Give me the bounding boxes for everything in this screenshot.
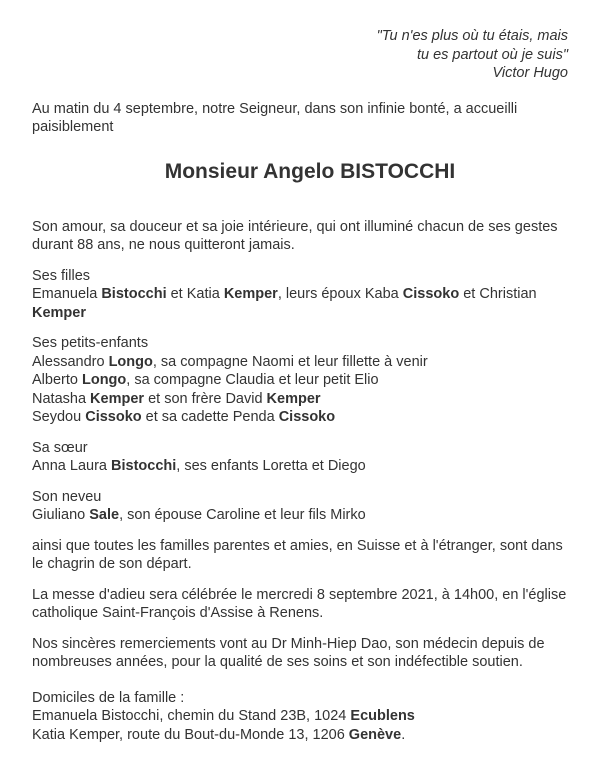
text-segment: durant 88 ans, ne nous quitteront jamais. <box>32 237 295 253</box>
text-segment: Son amour, sa douceur et sa joie intérieure, qui ont illuminé chacun de ses gestes <box>32 218 558 235</box>
text-segment: catholique Saint-François d'Assise à Renens. <box>32 605 324 621</box>
paragraph-funeral-mass <box>32 586 588 623</box>
paragraph-intro <box>32 100 588 137</box>
text-segment: Domiciles de la famille : <box>32 689 185 706</box>
text-segment: Au matin du 4 septembre, notre Seigneur, dans son infinie bonté, a accueilli <box>32 100 518 117</box>
text-line <box>32 334 588 353</box>
text-line <box>32 586 588 605</box>
text-segment: , son épouse Caroline et leur fils Mirko <box>119 507 366 523</box>
text-segment: Alessandro <box>32 353 109 370</box>
quote-attribution: Victor Hugo <box>492 65 568 81</box>
text-line <box>32 304 588 323</box>
text-line <box>32 236 588 255</box>
paragraph-daughters <box>32 267 588 323</box>
text-line <box>32 267 588 286</box>
text-line <box>32 100 588 119</box>
family-name-bold: Cissoko <box>85 409 142 425</box>
text-segment: , sa compagne Naomi et leur fillette à venir <box>152 353 428 370</box>
deceased-name-title: Monsieur Angelo BISTOCCHI <box>164 159 456 183</box>
text-segment: et Katia <box>166 286 224 302</box>
text-line <box>32 390 588 409</box>
text-line <box>32 218 588 237</box>
text-line <box>32 726 588 745</box>
text-line <box>32 353 588 372</box>
text-segment: Son neveu <box>32 488 102 505</box>
text-segment: , leurs époux Kaba <box>277 286 403 302</box>
quote-line-1: "Tu n'es plus où tu étais, mais <box>376 28 568 44</box>
text-segment: Ses petits-enfants <box>32 335 149 351</box>
paragraph-sister <box>32 439 588 476</box>
text-line <box>32 285 588 304</box>
text-segment: Seydou <box>32 409 86 425</box>
text-segment: Ses filles <box>32 267 91 284</box>
text-segment: Alberto <box>32 372 82 388</box>
text-line <box>32 537 588 556</box>
family-name-bold: Sale <box>89 507 120 523</box>
quote-line-2: tu es partout où je suis" <box>416 46 568 63</box>
family-name-bold: Kemper <box>266 390 321 407</box>
text-line <box>32 653 588 672</box>
text-line <box>32 488 588 507</box>
text-segment: nombreuses années, pour la qualité de ses soins et son indéfectible soutien. <box>32 654 523 670</box>
family-name-bold: Cissoko <box>402 286 460 302</box>
text-segment: et son frère David <box>144 390 267 407</box>
text-segment: Sa sœur <box>32 439 88 456</box>
text-segment: , sa compagne Claudia et leur petit Elio <box>126 372 379 388</box>
paragraph-grandchildren <box>32 334 588 427</box>
text-segment: et sa cadette Penda <box>141 409 279 425</box>
text-segment: ainsi que toutes les familles parentes et amies, en Suisse et à l'étranger, sont dans <box>32 537 563 554</box>
text-line <box>32 408 588 427</box>
family-name-bold: Longo <box>81 372 127 388</box>
text-line <box>32 604 588 623</box>
text-line <box>32 689 588 708</box>
text-line <box>32 635 588 654</box>
text-line <box>32 118 588 137</box>
paragraph-tribute <box>32 218 588 255</box>
text-line <box>32 457 588 476</box>
text-segment: Anna Laura <box>32 458 112 474</box>
family-name-bold: Bistocchi <box>111 458 177 474</box>
family-name-bold: Cissoko <box>278 409 336 425</box>
family-name-bold: Kemper <box>223 286 278 302</box>
text-segment: , ses enfants Loretta et Diego <box>176 458 366 474</box>
text-segment: Nos sincères remerciements vont au Dr Minh-Hiep Dao, son médecin depuis de <box>32 635 545 652</box>
family-name-bold: Longo <box>108 353 153 370</box>
text-segment: paisiblement <box>32 119 114 135</box>
paragraph-families <box>32 537 588 574</box>
text-line <box>32 371 588 390</box>
text-segment: Giuliano <box>32 507 90 523</box>
text-segment: . <box>401 726 406 743</box>
text-segment: le chagrin de son départ. <box>32 556 192 572</box>
family-name-bold: Bistocchi <box>101 286 167 302</box>
family-name-bold: Kemper <box>90 390 145 407</box>
paragraph-family-homes <box>32 689 588 745</box>
text-segment: Emanuela Bistocchi, chemin du Stand 23B, 1024 <box>32 708 351 724</box>
text-segment: Emanuela <box>32 286 102 302</box>
text-line <box>32 555 588 574</box>
family-name-bold: Kemper <box>32 304 86 321</box>
paragraph-nephew <box>32 488 588 525</box>
text-segment: et Christian <box>459 286 537 302</box>
text-line <box>32 707 588 726</box>
quote-block <box>32 27 568 83</box>
paragraph-thanks <box>32 635 588 672</box>
text-line <box>32 439 588 458</box>
family-name-bold: Ecublens <box>350 708 415 724</box>
text-line <box>32 506 588 525</box>
family-name-bold: Genève <box>348 726 402 743</box>
text-segment: Katia Kemper, route du Bout-du-Monde 13, 1206 <box>32 726 349 743</box>
text-segment: La messe d'adieu sera célébrée le mercredi 8 septembre 2021, à 14h00, en l'église <box>32 586 567 603</box>
text-segment: Natasha <box>32 390 91 407</box>
